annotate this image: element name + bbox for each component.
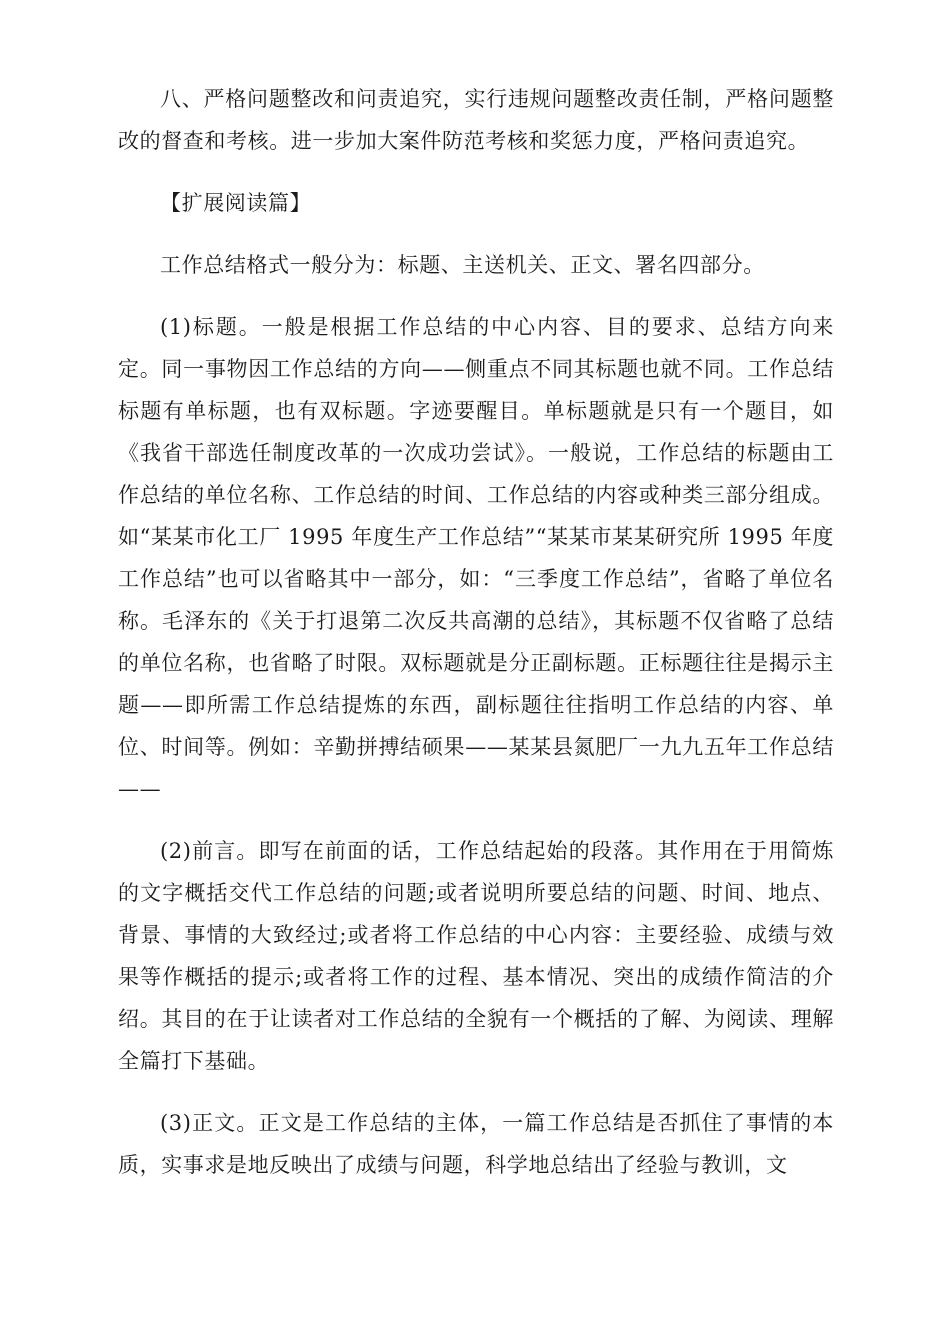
paragraph-title-section: (1)标题。一般是根据工作总结的中心内容、目的要求、总结方向来定。同一事物因工作总结的方向——侧重点不同其标题也就不同。工作总结标题有单标题，也有双标题。字迹要醒目。单标题就是只有一个题目，如《我省干部选任制度改革的一次成功尝试》。一般说，工作总结的标题由工作总结的单位名称、工作总结的时间、工作总结的内容或种类三部分组成。如“某某市化工厂 1995 年度生产工作总结”“某某市某某研究所 1995 年度工作总结”也可以省略其中一部分，如：“三季度工作总结”，省略了单位名称。毛泽东的《关于打退第二次反共高潮的总结》，其标题不仅省略了总结的单位名称，也省略了时限。双标题就是分正副标题。正标题往往是揭示主题——即所需工作总结提炼的东西，副标题往往指明工作总结的内容、单位、时间等。例如：辛勤拼搏结硕果——某某县氮肥厂一九九五年工作总结—— (118, 315, 834, 801)
document-page (118, 78, 834, 1206)
paragraph-preface-section: (2)前言。即写在前面的话，工作总结起始的段落。其作用在于用简炼的文字概括交代工作总结的问题;或者说明所要总结的问题、时间、地点、背景、事情的大致经过;或者将工作总结的中心内容：主要经验、成绩与效果等作概括的提示;或者将工作的过程、基本情况、突出的成绩作简洁的介绍。其目的在于让读者对工作总结的全貌有一个概括的了解、为阅读、理解全篇打下基础。 (118, 839, 834, 1073)
paragraph-format-intro: 工作总结格式一般分为：标题、主送机关、正文、署名四部分。 (160, 253, 765, 277)
paragraph-body-section: (3)正文。正文是工作总结的主体，一篇工作总结是否抓住了事情的本质，实事求是地反映出了成绩与问题，科学地总结出了经验与教训，文 (118, 1111, 834, 1177)
paragraph-item-8: 八、严格问题整改和问责追究，实行违规问题整改责任制，严格问题整改的督查和考核。进一步加大案件防范考核和奖惩力度，严格问责追究。 (118, 87, 834, 153)
extended-reading-heading: 【扩展阅读篇】 (160, 191, 312, 215)
